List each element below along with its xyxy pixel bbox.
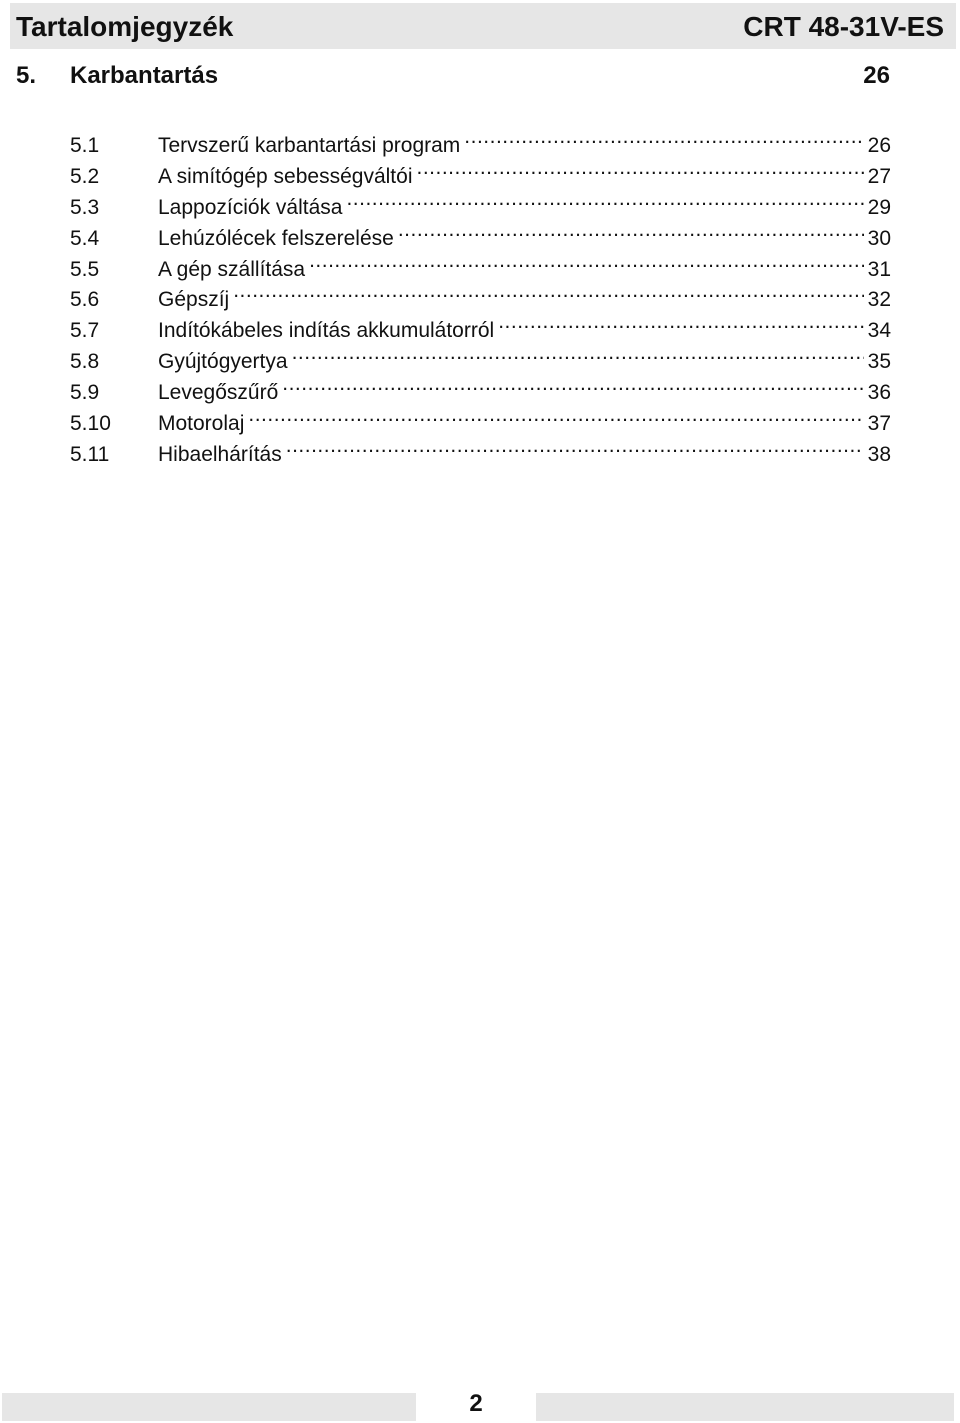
toc-entry-title: Gyújtógyertya [158, 350, 288, 374]
toc-entry-page: 35 [867, 350, 891, 374]
toc-entry-number: 5.6 [70, 288, 100, 312]
toc-dot-leader [346, 184, 863, 214]
toc-entry-number: 5.3 [70, 195, 100, 219]
toc-dot-leader [464, 122, 863, 152]
toc-entry-number: 5.1 [70, 134, 100, 157]
toc-entry-title: Tervszerű karbantartási program [158, 134, 461, 157]
toc-entry-title: Motorolaj [158, 412, 245, 436]
toc-entry-page: 30 [867, 226, 891, 250]
toc-entry-title: Levegőszűrő [158, 381, 279, 405]
footer-page-number: 2 [469, 1390, 483, 1417]
toc-entry-title: Hibaelhárítás [158, 442, 282, 466]
chapter-number: 5. [16, 62, 37, 89]
toc-dot-leader [233, 276, 863, 306]
toc-entry-page: 29 [867, 195, 891, 219]
page-title: Tartalomjegyzék [16, 11, 234, 42]
chapter-title: Karbantartás [70, 62, 219, 89]
toc-dot-leader [292, 338, 864, 368]
toc-entry-title: Lehúzólécek felszerelése [158, 226, 394, 250]
toc-entry-title: Gépszíj [158, 288, 230, 312]
toc-dot-leader [398, 215, 864, 245]
toc-entry-title: A gép szállítása [158, 257, 306, 281]
toc-entry-number: 5.7 [70, 319, 100, 343]
toc-entry-number: 5.5 [70, 257, 100, 281]
chapter-page: 26 [863, 62, 890, 89]
toc-entry-page: 32 [867, 288, 891, 312]
header-bar [10, 3, 956, 49]
toc-entry-number: 5.10 [70, 412, 111, 436]
toc-entry-number: 5.8 [70, 350, 100, 374]
model-name: CRT 48-31V-ES [743, 11, 944, 42]
toc-dot-leader [309, 246, 864, 276]
toc-entry-page: 34 [867, 319, 891, 343]
toc-entry-title: A simítógép sebességváltói [158, 164, 413, 188]
toc-dot-leader [416, 153, 863, 183]
toc-entry-number: 5.11 [70, 442, 110, 466]
toc-entry-page: 37 [867, 412, 891, 436]
toc-dot-leader [248, 400, 863, 430]
toc-entry-number: 5.4 [70, 226, 100, 250]
toc-entry-number: 5.9 [70, 381, 100, 405]
toc-entry-title: Indítókábeles indítás akkumulátorról [158, 319, 495, 343]
footer-bar-right [536, 1393, 954, 1421]
toc-dot-leader [282, 369, 863, 399]
table-of-contents [70, 122, 891, 466]
toc-entry-page: 31 [867, 257, 891, 281]
footer-bar-left [2, 1393, 416, 1421]
toc-entry-page: 26 [867, 134, 891, 157]
toc-entry-page: 38 [867, 442, 891, 466]
toc-entry-page: 27 [867, 164, 891, 188]
toc-entry-number: 5.2 [70, 164, 100, 188]
chapter-heading [16, 61, 890, 91]
toc-dot-leader [498, 307, 863, 337]
toc-entry-title: Lappozíciók váltása [158, 195, 343, 219]
toc-entry[interactable] [70, 122, 891, 157]
toc-entry-page: 36 [867, 381, 891, 405]
toc-dot-leader [286, 431, 864, 461]
